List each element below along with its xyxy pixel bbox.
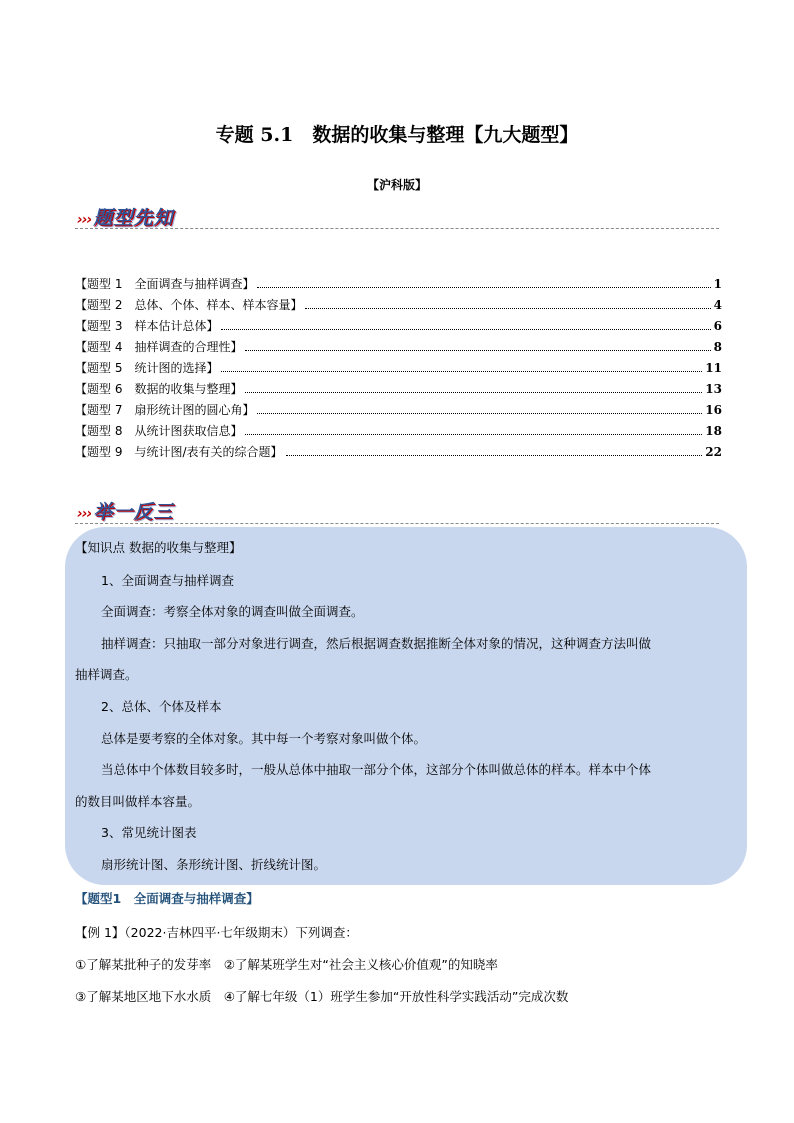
- toc-item[interactable]: 【题型 4 抽样调查的合理性】 8: [75, 340, 722, 354]
- banner-practice: [77, 497, 173, 524]
- knowledge-text: 全面调查：考察全体对象的调查叫做全面调查。: [101, 604, 364, 619]
- page-title: 专题 5.1 数据的收集与整理【九大题型】: [215, 124, 579, 146]
- knowledge-text: 抽样调查：只抽取一部分对象进行调查，然后根据调查数据推断全体对象的情况，这种调查方法叫做: [101, 636, 652, 651]
- knowledge-text: 扇形统计图、条形统计图、折线统计图。: [101, 857, 327, 872]
- toc-item[interactable]: 【题型 6 数据的收集与整理】 13: [75, 382, 722, 396]
- table-of-contents: [75, 270, 722, 459]
- example-text: 【例 1】（2022·吉林四平·七年级期末）下列调查：: [75, 925, 358, 940]
- knowledge-text: 3、常见统计图表: [101, 825, 197, 840]
- banner-overview: [77, 203, 173, 230]
- banner-practice-label: 举一反三: [93, 501, 174, 523]
- option-line: ①了解某批种子的发芽率 ②了解某班学生对“社会主义核心价值观”的知晓率: [75, 957, 498, 972]
- divider: [75, 523, 719, 524]
- banner-overview-label: 题型先知: [93, 207, 174, 229]
- knowledge-text: 总体是要考察的全体对象。其中每一个考察对象叫做个体。: [101, 731, 427, 746]
- toc-item[interactable]: 【题型 8 从统计图获取信息】 18: [75, 424, 722, 438]
- knowledge-text: 2、总体、个体及样本: [101, 699, 222, 714]
- knowledge-text: 的数目叫做样本容量。: [75, 794, 201, 809]
- divider: [75, 228, 719, 229]
- section-heading: 【题型1 全面调查与抽样调查】: [75, 891, 259, 906]
- page-subtitle: 【沪科版】: [366, 178, 427, 192]
- toc-item[interactable]: 【题型 7 扇形统计图的圆心角】 16: [75, 403, 722, 417]
- toc-item[interactable]: 【题型 1 全面调查与抽样调查】 1: [75, 277, 722, 291]
- knowledge-heading: 【知识点 数据的收集与整理】: [75, 540, 242, 555]
- option-line: ③了解某地区地下水水质 ④了解七年级（1）班学生参加“开放性科学实践活动”完成次数: [75, 989, 569, 1004]
- arrows-icon: ›››: [77, 506, 92, 522]
- knowledge-text: 抽样调查。: [75, 667, 138, 682]
- toc-item[interactable]: 【题型 2 总体、个体、样本、样本容量】 4: [75, 298, 722, 312]
- arrows-icon: ›››: [77, 212, 92, 228]
- knowledge-text: 当总体中个体数目较多时，一般从总体中抽取一部分个体，这部分个体叫做总体的样本。样本中个体: [101, 762, 652, 777]
- toc-item[interactable]: 【题型 3 样本估计总体】 6: [75, 319, 722, 333]
- toc-item[interactable]: 【题型 5 统计图的选择】 11: [75, 361, 722, 375]
- toc-item[interactable]: 【题型 9 与统计图/表有关的综合题】 22: [75, 445, 722, 459]
- knowledge-text: 1、全面调查与抽样调查: [101, 573, 234, 588]
